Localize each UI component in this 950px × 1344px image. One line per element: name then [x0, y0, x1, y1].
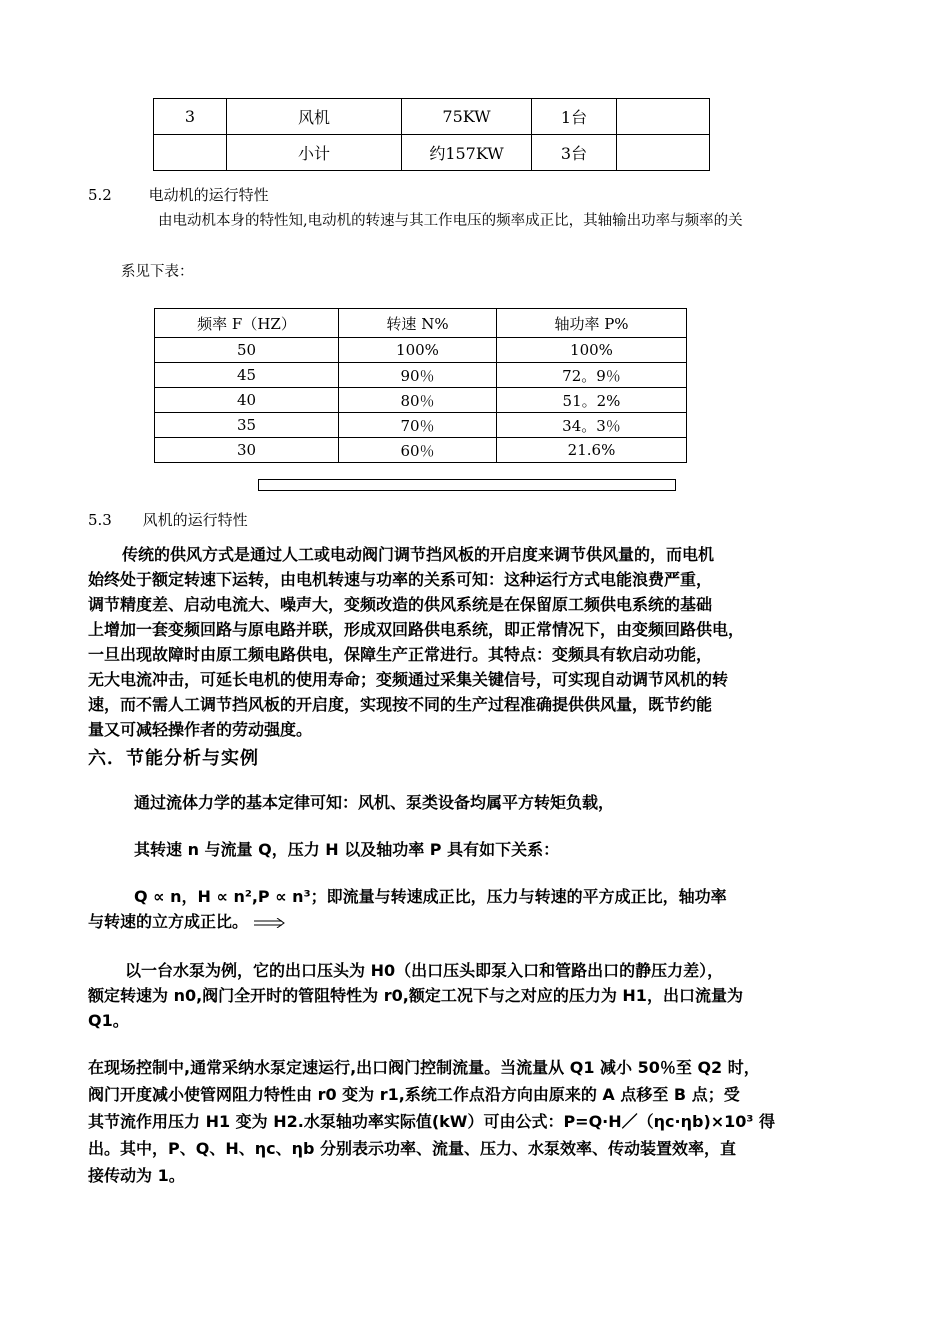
- table-row: [155, 388, 687, 413]
- cell-power: 75KW: [402, 99, 532, 135]
- cell-speed: 90％: [339, 363, 497, 388]
- equipment-table: [153, 98, 710, 171]
- table-row: [154, 99, 710, 135]
- cell-speed: 80％: [339, 388, 497, 413]
- paragraph-text: 与转速的立方成正比。: [88, 912, 249, 931]
- cell-power: 72。9％: [497, 363, 687, 388]
- frequency-table: [154, 308, 687, 463]
- empty-table-bar: [258, 479, 676, 491]
- paragraph-line: 始终处于额定转速下运转，由电机转速与功率的关系可知：这种运行方式电能浪费严重，: [88, 570, 713, 589]
- section-5-3-paragraph: [88, 542, 868, 742]
- paragraph-line: 调节精度差、启动电流大、噪声大，变频改造的供风系统是在保留原工频供电系统的基础: [88, 595, 713, 614]
- cell-power: 100%: [497, 338, 687, 363]
- section-number: 5.2: [88, 186, 112, 204]
- cell-speed: 100%: [339, 338, 497, 363]
- header-frequency: 频率 F（HZ）: [155, 309, 339, 338]
- cell-power: 51。2%: [497, 388, 687, 413]
- cell-speed: 70％: [339, 413, 497, 438]
- header-speed: 转速 N%: [339, 309, 497, 338]
- paragraph-line: 量又可减轻操作者的劳动强度。: [88, 720, 313, 739]
- cell-power: 21.6%: [497, 438, 687, 463]
- table-row: [155, 338, 687, 363]
- table-header-row: [155, 309, 687, 338]
- paragraph-line: Q ∝ n，H ∝ n²,P ∝ n³；即流量与转速成正比，压力与转速的平方成正比，轴功率: [134, 887, 727, 906]
- cell-frequency: 40: [155, 388, 339, 413]
- paragraph-line: 其节流作用压力 H1 变为 H2.水泵轴功率实际值(kW）可由公式：P=Q·H／（ηc·ηb)×10³ 得: [88, 1112, 776, 1131]
- cell-frequency: 35: [155, 413, 339, 438]
- paragraph-line: 通过流体力学的基本定律可知：风机、泵类设备均属平方转矩负载，: [134, 793, 615, 812]
- cell-power: 约157KW: [402, 135, 532, 171]
- paragraph-line: 其转速 n 与流量 Q，压力 H 以及轴功率 P 具有如下关系：: [134, 840, 560, 859]
- paragraph-line: 速，而不需人工调节挡风板的开启度，实现按不同的生产过程准确提供供风量，既节约能: [88, 695, 713, 714]
- proportion-paragraph: [88, 884, 868, 934]
- paragraph-line: 由电动机本身的特性知,电动机的转速与其工作电压的频率成正比，其轴输出功率与频率的关: [158, 213, 743, 229]
- cell-frequency: 30: [155, 438, 339, 463]
- section-5-3-heading: [88, 509, 248, 530]
- cell-qty: 1台: [532, 99, 617, 135]
- pump-example-paragraph: [88, 958, 868, 1033]
- cell-name: 小计: [227, 135, 402, 171]
- paragraph-line-with-arrow: [88, 909, 868, 934]
- cell-qty: 3台: [532, 135, 617, 171]
- cell-frequency: 45: [155, 363, 339, 388]
- double-arrow-icon: [254, 918, 286, 928]
- cell-power: 34。3％: [497, 413, 687, 438]
- table-row: [155, 438, 687, 463]
- table-row: [155, 363, 687, 388]
- section-6-heading: 六．节能分析与实例: [88, 748, 259, 769]
- cell-note: [617, 135, 710, 171]
- section-number: 5.3: [88, 511, 112, 529]
- control-paragraph: [88, 1054, 868, 1189]
- paragraph-line: 以一台水泵为例，它的出口压头为 H0（出口压头即泵入口和管路出口的静压力差），: [125, 961, 724, 980]
- paragraph-line: 在现场控制中,通常采纳水泵定速运行,出口阀门控制流量。当流量从 Q1 减小 50％至 Q2 时，: [88, 1058, 760, 1077]
- paragraph-line: 一旦出现故障时由原工频电路供电，保障生产正常进行。其特点：变频具有软启动功能，: [88, 645, 713, 664]
- header-power: 轴功率 P%: [497, 309, 687, 338]
- paragraph-line: 接传动为 1。: [88, 1166, 185, 1185]
- section-5-2-heading: [88, 184, 269, 205]
- paragraph-line: 无大电流冲击，可延长电机的使用寿命；变频通过采集关键信号，可实现自动调节风机的转: [88, 670, 729, 689]
- cell-speed: 60％: [339, 438, 497, 463]
- cell-frequency: 50: [155, 338, 339, 363]
- paragraph-line: 传统的供风方式是通过人工或电动阀门调节挡风板的开启度来调节供风量的，而电机: [122, 545, 715, 564]
- section-title: 风机的运行特性: [142, 511, 248, 529]
- paragraph-line: 出。其中，P、Q、H、ηc、ηb 分别表示功率、流量、压力、水泵效率、传动装置效率，直: [88, 1139, 737, 1158]
- paragraph-line: 额定转速为 n0,阀门全开时的管阻特性为 r0,额定工况下与之对应的压力为 H1，出口流量为: [88, 986, 743, 1005]
- paragraph-line: 上增加一套变频回路与原电路并联，形成双回路供电系统，即正常情况下，由变频回路供电，: [88, 620, 745, 639]
- paragraph-line: Q1。: [88, 1011, 129, 1030]
- cell-no: [154, 135, 227, 171]
- paragraph-line: 阀门开度减小使管网阻力特性由 r0 变为 r1,系统工作点沿方向由原来的 A 点移至 B 点；受: [88, 1085, 740, 1104]
- cell-name: 风机: [227, 99, 402, 135]
- paragraph-line: 系见下表：: [121, 264, 194, 280]
- section-title: 电动机的运行特性: [148, 186, 269, 204]
- table-row: [155, 413, 687, 438]
- cell-no: 3: [154, 99, 227, 135]
- cell-note: [617, 99, 710, 135]
- table-row: [154, 135, 710, 171]
